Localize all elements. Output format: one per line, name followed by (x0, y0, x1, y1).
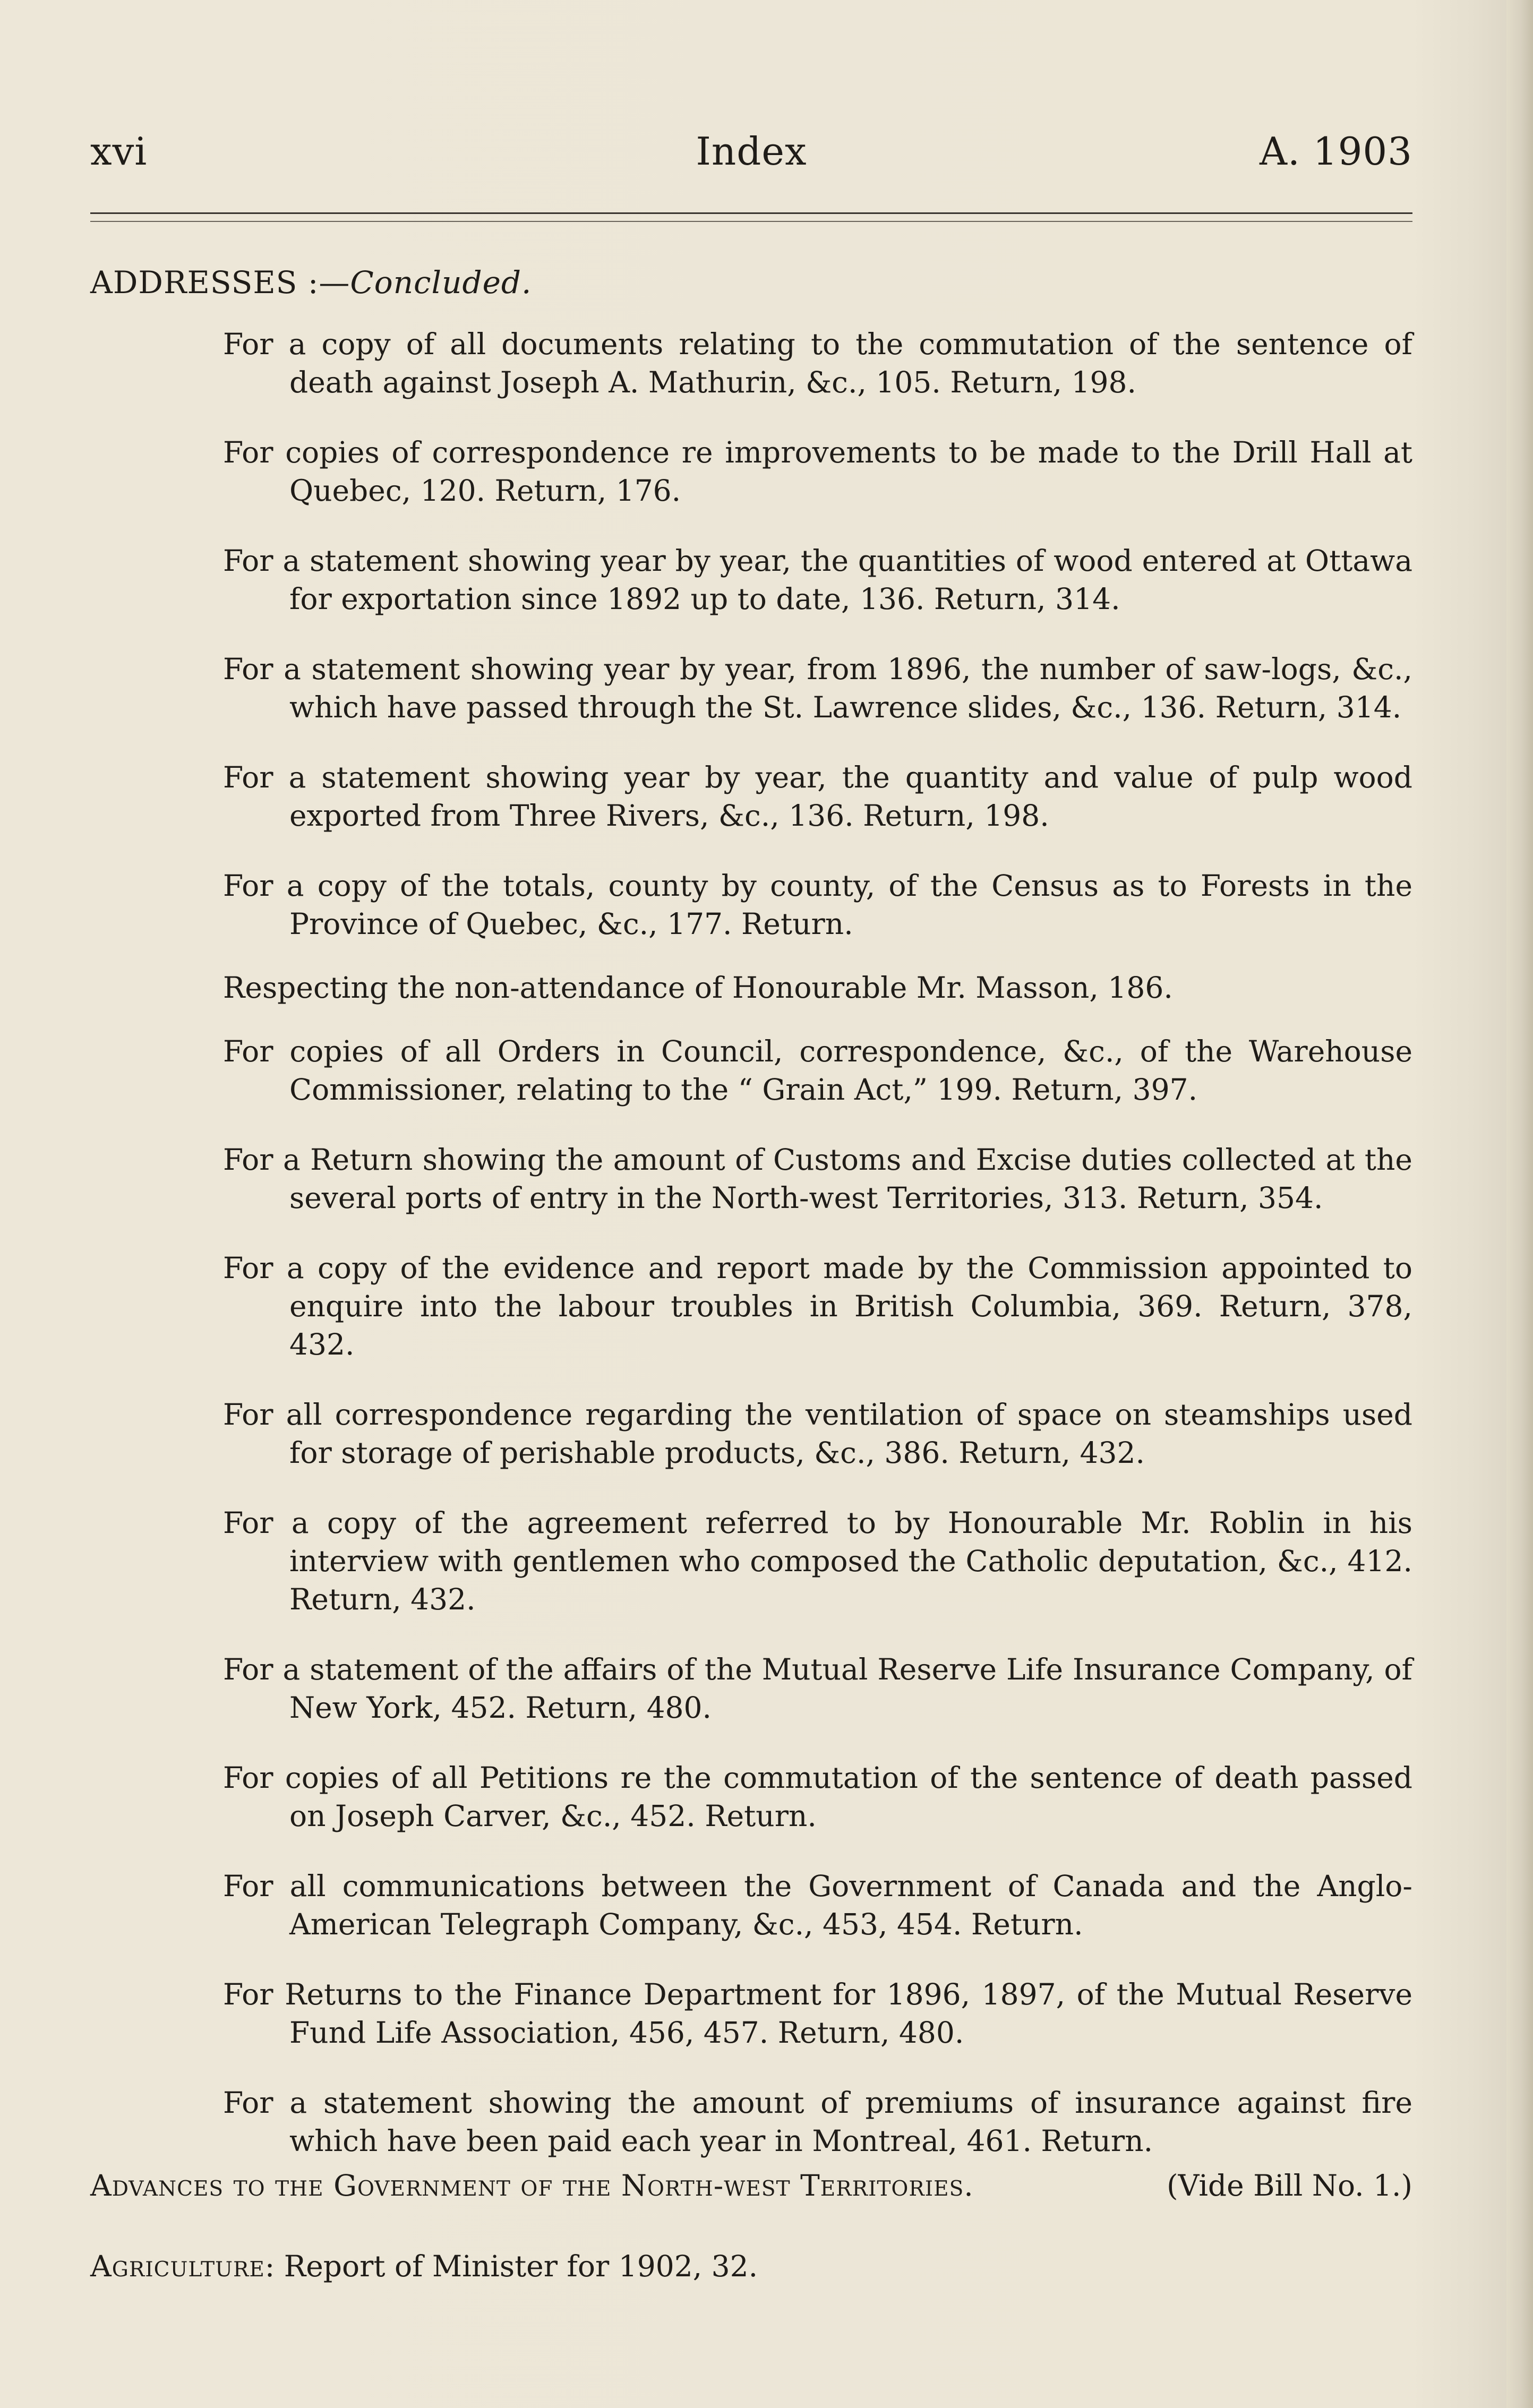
index-entry: For all communications between the Government of Canada and the Anglo-American Telegraph Company, &c., 453, 454. Return. (223, 1869, 1412, 1941)
advances-entry (90, 2166, 1412, 2205)
index-entry: For a statement of the affairs of the Mutual Reserve Life Insurance Company, of New York, 452. Return, 480. (223, 1652, 1412, 1725)
index-entry: Respecting the non-attendance of Honourable Mr. Masson, 186. (223, 971, 1173, 1005)
index-entry: For copies of all Petitions re the commutation of the sentence of death passed on Joseph Carver, &c., 452. Return. (223, 1761, 1412, 1833)
section-heading (90, 261, 532, 304)
index-entry: For a copy of all documents relating to the commutation of the sentence of death against Joseph A. Mathurin, &c., 105. Return, 198. (223, 327, 1412, 399)
index-entry: For all correspondence regarding the ventilation of space on steamships used for storage of perishable products, &c., 386. Return, 432. (223, 1398, 1412, 1470)
advances-title: Advances to the Government of the North-west Territories. (90, 2169, 974, 2203)
index-entry: For a copy of the evidence and report made by the Commission appointed to enquire into the labour troubles in British Columbia, 369. Return, 378, 432. (223, 1251, 1412, 1361)
index-entry: For a statement showing year by year, the quantities of wood entered at Ottawa for exportation since 1892 up to date, 136. Return, 314. (223, 544, 1412, 616)
header-rule (90, 212, 1412, 214)
index-entry: For a copy of the totals, county by county, of the Census as to Forests in the Province of Quebec, &c., 177. Return. (223, 869, 1412, 941)
running-header (90, 125, 1412, 183)
index-entry: For a statement showing year by year, from 1896, the number of saw-logs, &c., which have passed through the St. Lawrence slides, &c., 136. Return, 314. (223, 652, 1412, 724)
page-edge (1506, 0, 1533, 2408)
index-entry: For a Return showing the amount of Customs and Excise duties collected at the several ports of entry in the North-west Territories, 313. Return, 354. (223, 1143, 1412, 1215)
index-entry: For Returns to the Finance Department for 1896, 1897, of the Mutual Reserve Fund Life Association, 456, 457. Return, 480. (223, 1977, 1412, 2050)
index-entry: For a statement showing the amount of premiums of insurance against fire which have been paid each year in Montreal, 461. Return. (223, 2086, 1412, 2158)
agriculture-text: : Report of Minister for 1902, 32. (264, 2249, 758, 2283)
section-heading-suffix: Concluded. (350, 264, 532, 301)
page-number: xvi (90, 129, 148, 174)
advances-vide: (Vide Bill No. 1.) (1167, 2169, 1412, 2203)
header-rule-thin (90, 221, 1412, 222)
section-heading-label: ADDRESSES :— (90, 264, 350, 301)
index-entry: For copies of all Orders in Council, correspondence, &c., of the Warehouse Commissioner, relating to the “ Grain Act,” 199. Return, 397. (223, 1034, 1412, 1107)
agriculture-entry (90, 2247, 1412, 2285)
header-year: A. 1903 (1259, 129, 1412, 174)
header-title: Index (696, 129, 807, 174)
index-entry: For a copy of the agreement referred to by Honourable Mr. Roblin in his interview with gentlemen who composed the Catholic deputation, &c., 412. Return, 432. (223, 1506, 1412, 1616)
index-entry: For copies of correspondence re improvements to be made to the Drill Hall at Quebec, 120. Return, 176. (223, 435, 1412, 508)
agriculture-title: Agriculture (90, 2249, 265, 2283)
index-entry: For a statement showing year by year, the quantity and value of pulp wood exported from Three Rivers, &c., 136. Return, 198. (223, 760, 1412, 833)
entry-list (223, 325, 1412, 2192)
